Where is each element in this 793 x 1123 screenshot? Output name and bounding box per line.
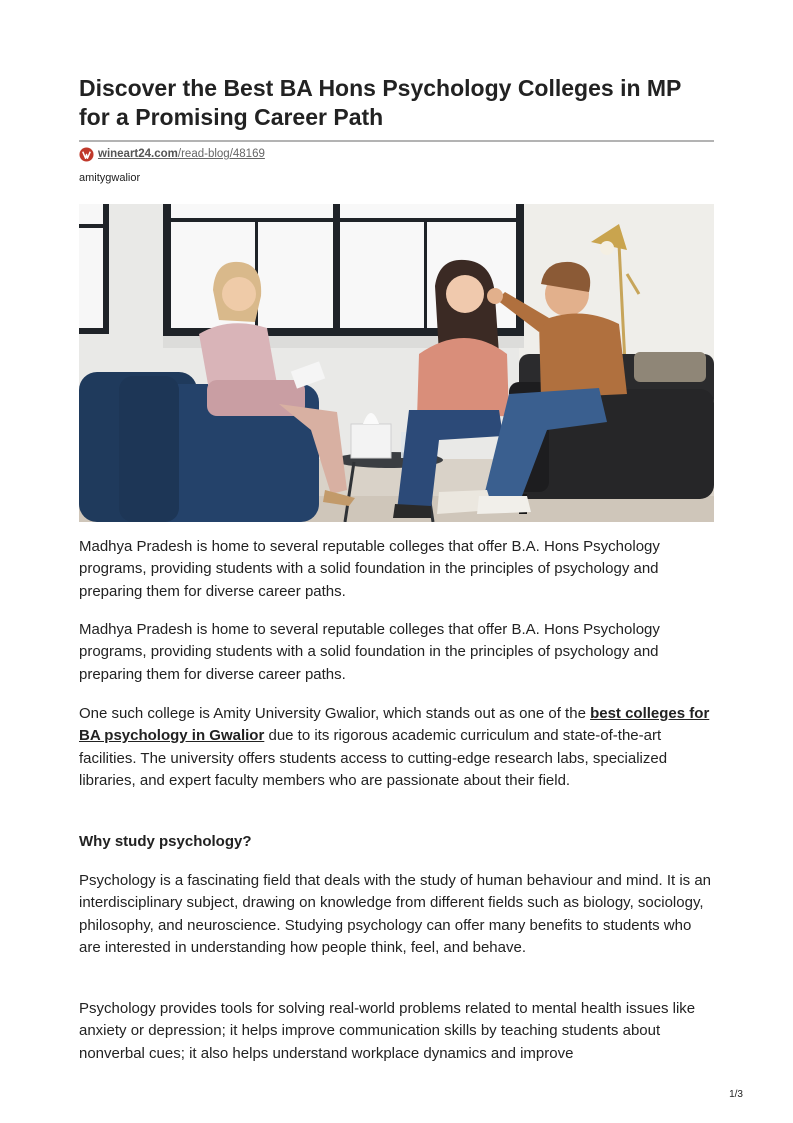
section-heading: Why study psychology? [79, 833, 252, 850]
hero-image [79, 204, 714, 522]
title-divider [79, 140, 714, 142]
author-name: amitygwalior [79, 172, 141, 184]
paragraph-2: Madhya Pradesh is home to several reputable colleges that offer B.A. Hons Psychology programs, providing students with a solid foundation in the principles of psychology and preparing them for diverse career paths. [79, 621, 660, 683]
source-line [79, 146, 265, 162]
paragraph-4: Psychology is a fascinating field that deals with the study of human behaviour and mind. It is an interdisciplinary subject, drawing on knowledge from different fields such as biology, sociology, philosophy, and neuroscience. Studying psychology can offer many benefits to students who are interested in understanding how people think, feel, and behave. [79, 872, 712, 956]
therapy-session-photo [79, 204, 714, 522]
paragraph-3: One such college is Amity University Gwalior, which stands out as one of the best colleges for BA psychology in Gwalior due to its rigorous academic curriculum and state-of-the-art facilities. The university offers students access to cutting-edge research labs, specialized libraries, and expert faculty members who are passionate about their field. [79, 705, 710, 789]
paragraph-1: Madhya Pradesh is home to several reputable colleges that offer B.A. Hons Psychology programs, providing students with a solid foundation in the principles of psychology and preparing them for diverse career paths. [79, 538, 660, 600]
article-title: Discover the Best BA Hons Psychology Colleges in MP for a Promising Career Path [79, 75, 681, 130]
page-number: 1/3 [729, 1089, 743, 1100]
wineart-logo-icon [79, 147, 94, 162]
source-link[interactable]: wineart24.com/read-blog/48169 [98, 148, 265, 160]
paragraph-5: Psychology provides tools for solving real-world problems related to mental health issues like anxiety or depression; it helps improve communication skills by teaching students about nonverbal cues; it also helps understand workplace dynamics and improve [79, 1000, 696, 1062]
best-colleges-link[interactable]: best colleges for BA psychology in Gwalior [79, 705, 710, 745]
